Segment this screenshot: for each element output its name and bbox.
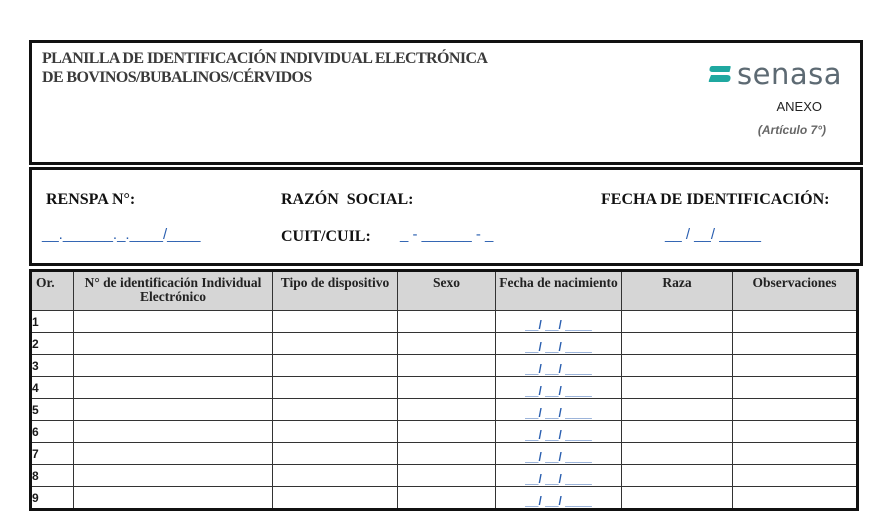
table-body (31, 311, 858, 510)
col-raza-cell[interactable] (622, 311, 733, 333)
col-tipo-dispositivo-cell[interactable] (273, 487, 398, 510)
table-row (31, 421, 858, 443)
razon-social-label: RAZÓN SOCIAL: (281, 191, 414, 208)
table-row (31, 311, 858, 333)
fecha-nacimiento-cell[interactable]: __/ __/ ____ (496, 399, 622, 421)
cuit-label: CUIT/CUIL: (281, 228, 371, 245)
table-row (31, 399, 858, 421)
col-raza-cell[interactable] (622, 465, 733, 487)
form-box (29, 167, 863, 266)
col-sexo-header: Sexo (398, 271, 496, 311)
col-sexo-cell[interactable] (398, 421, 496, 443)
row-number: 2 (31, 333, 74, 355)
table-row (31, 443, 858, 465)
col-raza-cell[interactable] (622, 399, 733, 421)
table-row (31, 333, 858, 355)
col-tipo-dispositivo-header: Tipo de dispositivo (273, 271, 398, 311)
fecha-nacimiento-cell[interactable]: __/ __/ ____ (496, 311, 622, 333)
row-number: 1 (31, 311, 74, 333)
articulo-label: (Artículo 7°) (757, 123, 826, 137)
fecha-nacimiento-cell[interactable]: __/ __/ ____ (496, 355, 622, 377)
col-observaciones-cell[interactable] (733, 333, 858, 355)
senasa-logo-icon (708, 65, 732, 83)
col-sexo-cell[interactable] (398, 487, 496, 510)
col-raza-cell[interactable] (622, 333, 733, 355)
col-observaciones-cell[interactable] (733, 311, 858, 333)
col-observaciones-cell[interactable] (733, 399, 858, 421)
col-tipo-dispositivo-cell[interactable] (273, 399, 398, 421)
col-identificacion-cell[interactable] (74, 377, 273, 399)
logo-text: senasa (737, 57, 842, 91)
col-observaciones-cell[interactable] (733, 465, 858, 487)
senasa-logo (708, 58, 842, 90)
col-tipo-dispositivo-cell[interactable] (273, 377, 398, 399)
col-sexo-cell[interactable] (398, 355, 496, 377)
col-tipo-dispositivo-cell[interactable] (273, 421, 398, 443)
col-sexo-cell[interactable] (398, 377, 496, 399)
fecha-nacimiento-cell[interactable]: __/ __/ ____ (496, 487, 622, 510)
fecha-nacimiento-cell[interactable]: __/ __/ ____ (496, 443, 622, 465)
row-number: 9 (31, 487, 74, 510)
col-tipo-dispositivo-cell[interactable] (273, 311, 398, 333)
col-identificacion-cell[interactable] (74, 333, 273, 355)
col-raza-cell[interactable] (622, 377, 733, 399)
col-or-header: Or. (31, 271, 74, 311)
col-observaciones-cell[interactable] (733, 421, 858, 443)
col-identificacion-cell[interactable] (74, 399, 273, 421)
col-fecha-nacimiento-header: Fecha de nacimiento (496, 271, 622, 311)
col-observaciones-header: Observaciones (733, 271, 858, 311)
col-raza-cell[interactable] (622, 421, 733, 443)
table-row (31, 377, 858, 399)
col-sexo-cell[interactable] (398, 333, 496, 355)
col-raza-cell[interactable] (622, 443, 733, 465)
row-number: 3 (31, 355, 74, 377)
col-identificacion-cell[interactable] (74, 421, 273, 443)
renspa-label: RENSPA N°: (46, 191, 136, 208)
col-raza-header: Raza (622, 271, 733, 311)
anexo-label: ANEXO (776, 99, 822, 114)
row-number: 7 (31, 443, 74, 465)
fecha-nacimiento-cell[interactable]: __/ __/ ____ (496, 377, 622, 399)
col-identificacion-cell[interactable] (74, 443, 273, 465)
col-observaciones-cell[interactable] (733, 355, 858, 377)
row-number: 5 (31, 399, 74, 421)
table-header-row (31, 271, 858, 311)
row-number: 4 (31, 377, 74, 399)
animals-table (29, 269, 859, 511)
row-number: 8 (31, 465, 74, 487)
col-tipo-dispositivo-cell[interactable] (273, 465, 398, 487)
col-identificacion-cell[interactable] (74, 311, 273, 333)
col-raza-cell[interactable] (622, 487, 733, 510)
fecha-nacimiento-cell[interactable]: __/ __/ ____ (496, 421, 622, 443)
col-identificacion-cell[interactable] (74, 355, 273, 377)
header-box (29, 40, 863, 165)
col-sexo-cell[interactable] (398, 443, 496, 465)
col-tipo-dispositivo-cell[interactable] (273, 355, 398, 377)
fecha-nacimiento-cell[interactable]: __/ __/ ____ (496, 465, 622, 487)
col-sexo-cell[interactable] (398, 465, 496, 487)
col-sexo-cell[interactable] (398, 311, 496, 333)
title-line-1: PLANILLA DE IDENTIFICACIÓN INDIVIDUAL ELECTRÓNICA (42, 50, 488, 67)
row-number: 6 (31, 421, 74, 443)
fecha-identificacion-label: FECHA DE IDENTIFICACIÓN: (601, 191, 830, 208)
fecha-nacimiento-cell[interactable]: __/ __/ ____ (496, 333, 622, 355)
cuit-field[interactable]: _ - ______ - _ (400, 226, 494, 243)
col-identificacion-header: N° de identificación Individual Electrónico (74, 271, 273, 311)
col-tipo-dispositivo-cell[interactable] (273, 443, 398, 465)
col-identificacion-cell[interactable] (74, 487, 273, 510)
col-observaciones-cell[interactable] (733, 377, 858, 399)
renspa-field[interactable]: __.______._.____/____ (42, 226, 201, 243)
table-row (31, 355, 858, 377)
table-row (31, 487, 858, 510)
table-row (31, 465, 858, 487)
fecha-identificacion-field[interactable]: __ / __/ _____ (665, 226, 761, 243)
col-observaciones-cell[interactable] (733, 443, 858, 465)
col-identificacion-cell[interactable] (74, 465, 273, 487)
col-sexo-cell[interactable] (398, 399, 496, 421)
col-observaciones-cell[interactable] (733, 487, 858, 510)
document-title (42, 49, 487, 87)
col-tipo-dispositivo-cell[interactable] (273, 333, 398, 355)
col-raza-cell[interactable] (622, 355, 733, 377)
title-line-2: DE BOVINOS/BUBALINOS/CÉRVIDOS (42, 69, 312, 86)
